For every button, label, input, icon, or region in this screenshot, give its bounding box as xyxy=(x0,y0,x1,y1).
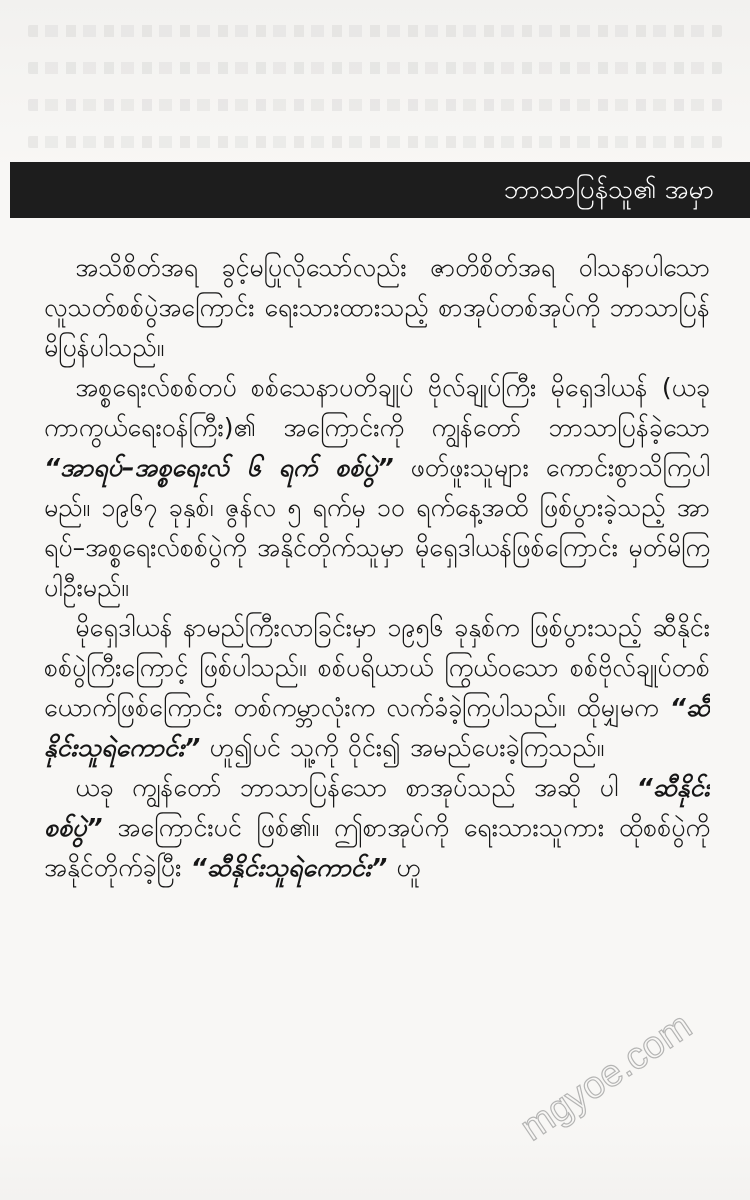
paragraph-text: အစ္စရေးလ်စစ်တပ် စစ်သေနာပတိချုပ် ဗိုလ်ချုပ်ကြီး မိုရှေဒါယန် (ယခု ကာကွယ်ရေးဝန်ကြီး)၏ အကြောင်းကို ကျွန်တော် ဘာသာပြန်ခဲ့သော xyxy=(44,373,710,442)
paragraph-text: အသိစိတ်အရ ခွင့်မပြုလိုသော်လည်း ဇာတိစိတ်အရ ဝါသနာပါသော လူသတ်စစ်ပွဲအကြောင်း ရေးသားထားသည့် စာအုပ်တစ်အုပ်ကို ဘာသာပြန်မိပြန်ပါသည်။ xyxy=(44,253,710,362)
chapter-title: ဘာသာပြန်သူ၏ အမှာ xyxy=(503,175,714,205)
show-through-line xyxy=(28,99,722,111)
emphasized-title: “ဆီနိုင်းသူရဲကောင်း” xyxy=(190,853,388,882)
paragraph-text: ဟူ xyxy=(387,853,421,882)
show-through-text xyxy=(28,0,722,150)
paragraph-text: ယခု ကျွန်တော် ဘာသာပြန်သော စာအုပ်သည် အဆို ပါ xyxy=(75,773,637,802)
show-through-line xyxy=(28,25,722,37)
body-paragraph xyxy=(44,368,710,608)
paragraph-text: ဟူ၍ပင် သူ့ကို ဝိုင်း၍ အမည်ပေးခဲ့ကြသည်။ xyxy=(200,733,605,762)
paragraph-text: ဖတ်ဖူးသူများ ကောင်းစွာသိကြပါမည်။ ၁၉၆၇ ခုနှစ်၊ ဇွန်လ ၅ ရက်မှ ၁၀ ရက်နေ့အထိ ဖြစ်ပွားခဲ့သည့် အာရပ်–အစ္စရေးလ်စစ်ပွဲကို အနိုင်တိုက်သူမှာ မိုရှေဒါယန်ဖြစ်ကြောင်း မှတ်မိကြပါဦးမည်။ xyxy=(44,453,710,602)
body-paragraph xyxy=(44,768,710,888)
chapter-header-bar xyxy=(10,162,750,218)
paragraph-text: မိုရှေဒါယန် နာမည်ကြီးလာခြင်းမှာ ၁၉၅၆ ခုနှစ်က ဖြစ်ပွားသည့် ဆီနိုင်းစစ်ပွဲကြီးကြောင့် ဖြစ်ပါသည်။ စစ်ပရိယာယ် ကြွယ်ဝသော စစ်ဗိုလ်ချုပ်တစ်ယောက်ဖြစ်ကြောင်း တစ်ကမ္ဘာလုံးက လက်ခံခဲ့ကြပါသည်။ ထိုမျှမက xyxy=(44,613,710,722)
body-paragraph xyxy=(44,608,710,768)
watermark-text: mgyoe.com xyxy=(513,1004,700,1150)
paragraph-text: အကြောင်းပင် ဖြစ်၏။ ဤစာအုပ်ကို ရေးသားသူကား ထိုစစ်ပွဲကို အနိုင်တိုက်ခဲ့ပြီး xyxy=(44,813,710,882)
emphasized-title: “အာရပ်–အစ္စရေးလ် ၆ ရက် စစ်ပွဲ” xyxy=(44,453,394,482)
body-text xyxy=(44,248,710,1110)
show-through-line xyxy=(28,136,722,148)
show-through-line xyxy=(28,62,722,74)
body-paragraph xyxy=(44,248,710,368)
emphasized-title: “ဆီနိုင်းစစ်ပွဲ” xyxy=(44,773,710,842)
emphasized-title: “ဆီနိုင်းသူရဲကောင်း” xyxy=(44,693,710,762)
